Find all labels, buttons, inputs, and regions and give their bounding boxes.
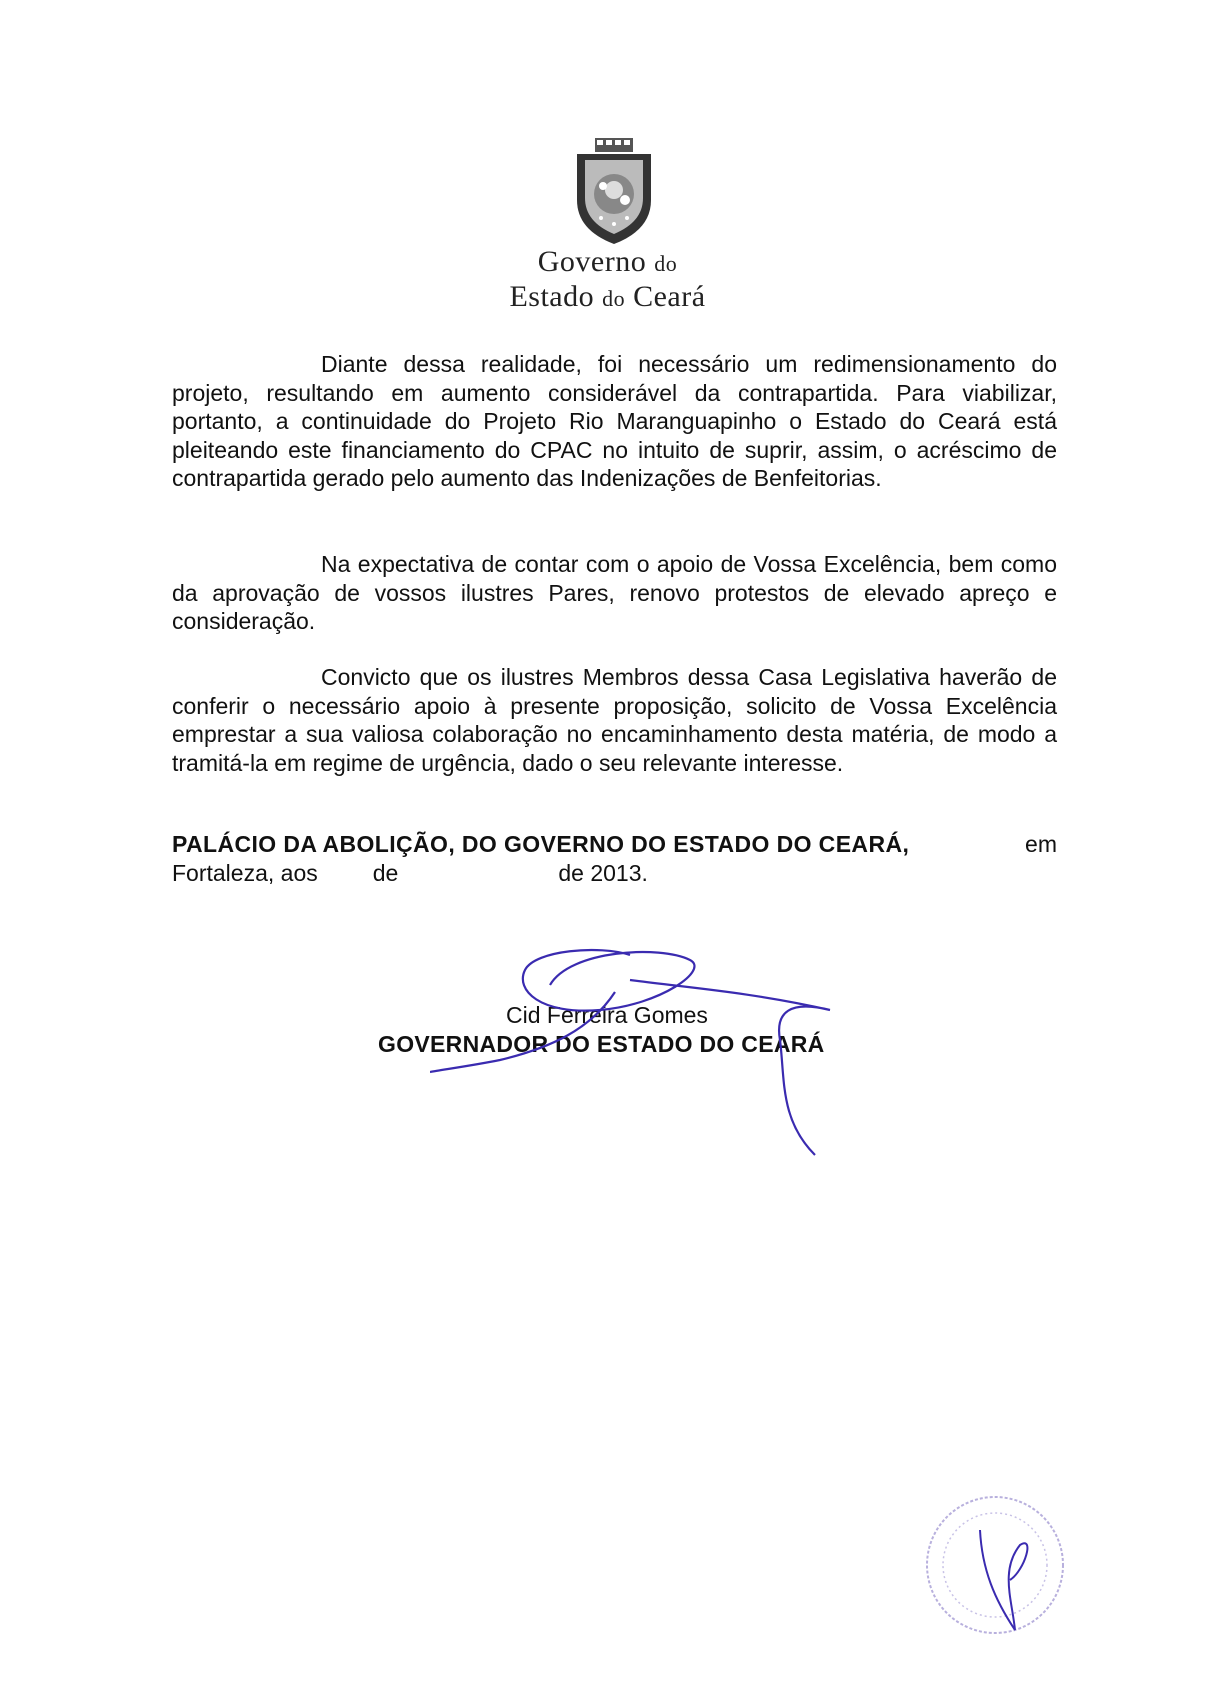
closing-de: de [372, 860, 399, 886]
paragraph-3: Convicto que os ilustres Membros dessa Casa Legislativa haverão de conferir o necessário apoio à presente proposição, solicito de Vossa Excelência emprestar a sua valiosa colaboração no encaminhamento desta matéria, de modo a tramitá-la em regime de urgência, dado o seu relevante interesse. [172, 664, 1057, 776]
paragraph-1: Diante dessa realidade, foi necessário um redimensionamento do projeto, resultando em aumento considerável da contrapartida. Para viabilizar, portanto, a continuidade do Projeto Rio Maranguapinho o Estado do Ceará está pleiteando este financiamento do CPAC no intuito de suprir, assim, o acréscimo de contrapartida gerado pelo aumento das Indenizações de Benfeitorias. [172, 351, 1057, 491]
header-governo: Governo [537, 245, 647, 278]
closing-place: Fortaleza, aos [172, 860, 318, 886]
closing-year: de 2013. [558, 860, 648, 886]
signer-name: Cid Ferreira Gomes [506, 1002, 708, 1028]
closing-em: em [1025, 831, 1057, 857]
closing-block [172, 830, 1057, 888]
header-do-2: do [602, 286, 626, 311]
header-do: do [654, 251, 678, 276]
header-ceara: Ceará [633, 280, 706, 313]
signer-title: GOVERNADOR DO ESTADO DO CEARÁ [378, 1031, 825, 1057]
procuradoria-stamp [920, 1490, 1070, 1640]
state-crest-icon [573, 138, 655, 246]
header-estado: Estado [509, 280, 595, 313]
header-line-1 [0, 245, 1215, 279]
header-line-2 [0, 280, 1215, 314]
paragraph-2: Na expectativa de contar com o apoio de Vossa Excelência, bem como da aprovação de vossos ilustres Pares, renovo protestos de elevado apreço e consideração. [172, 551, 1057, 634]
closing-palace-line: PALÁCIO DA ABOLIÇÃO, DO GOVERNO DO ESTADO DO CEARÁ, [172, 831, 910, 857]
